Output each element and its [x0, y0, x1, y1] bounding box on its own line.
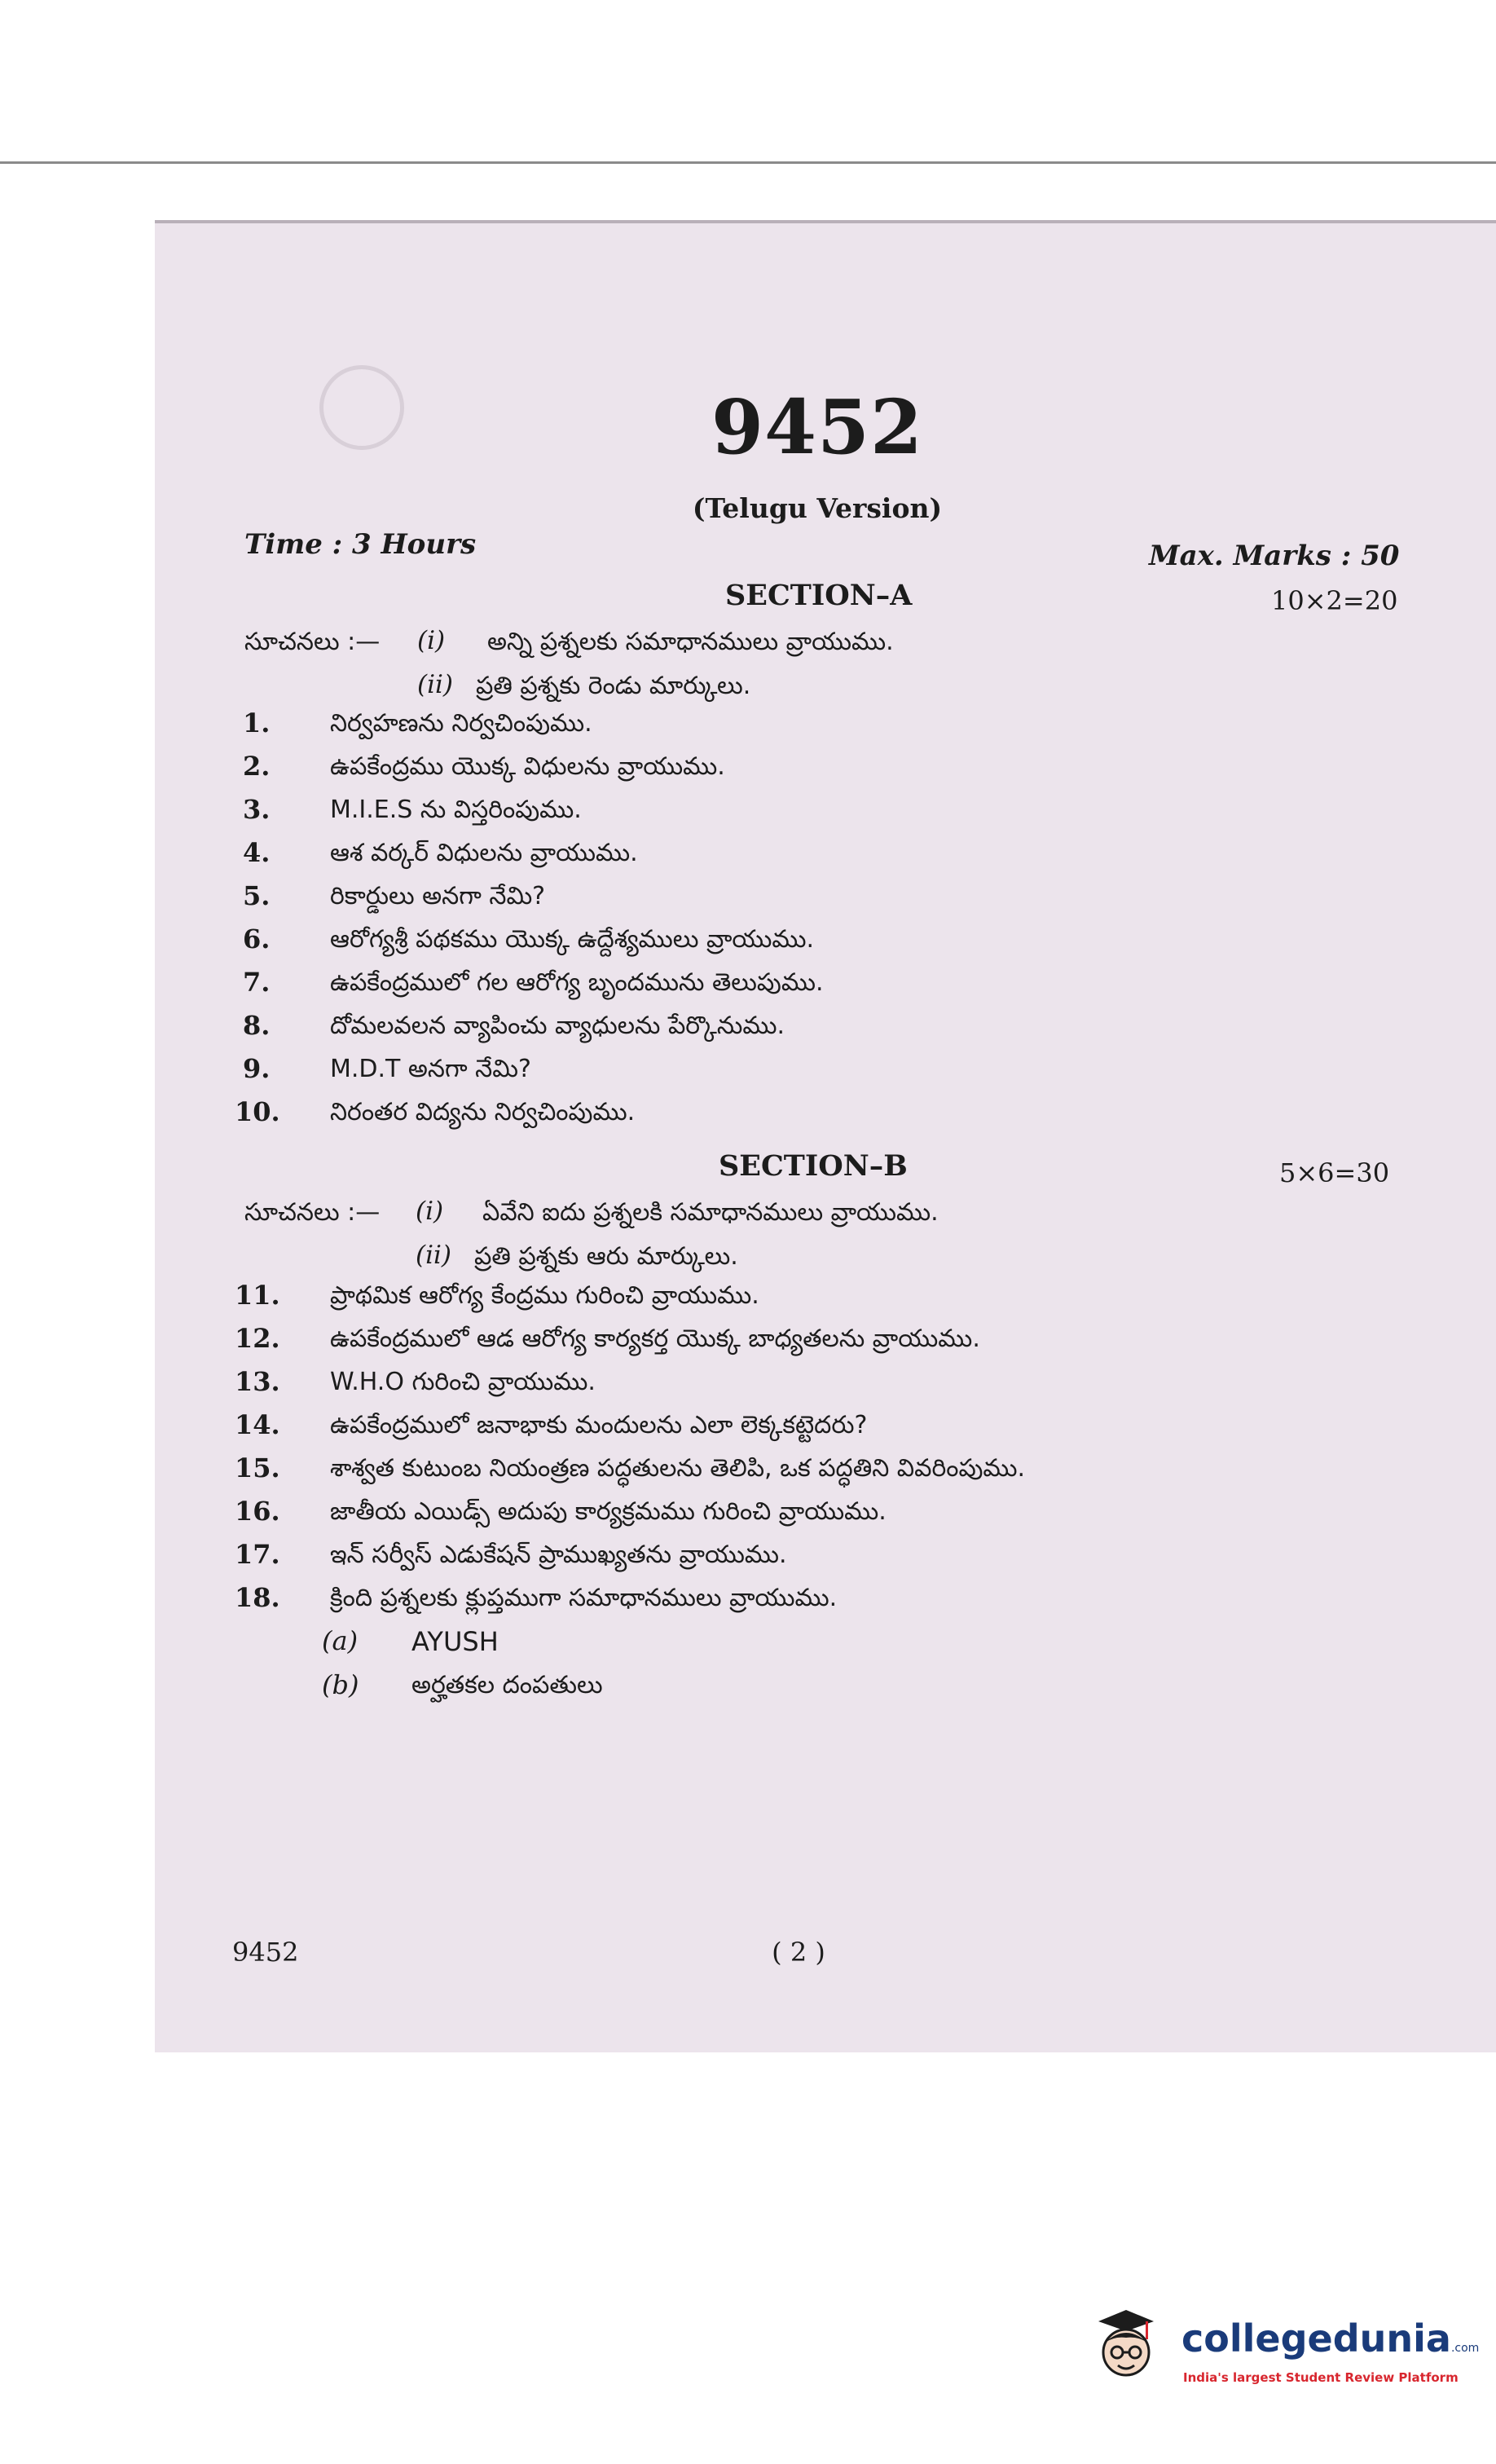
question-text: నిరంతర విద్యను నిర్వచింపుము. — [330, 1098, 636, 1126]
question-text: రికార్డులు అనగా నేమి? — [330, 882, 546, 910]
section-b-note-text: ఏవేని ఐదు ప్రశ్నలకి సమాధానములు వ్రాయుము. — [482, 1198, 939, 1227]
question-number: 1. — [243, 707, 271, 738]
question-text: ఉపకేంద్రములో ఆడ ఆరోగ్య కార్యకర్త యొక్క బాధ్యతలను వ్రాయుము. — [330, 1325, 980, 1353]
section-b-note-label: సూచనలు :— — [244, 1198, 381, 1227]
logo-tagline: India's largest Student Review Platform — [1183, 2370, 1459, 2385]
question-text: ఉపకేంద్రములో గల ఆరోగ్య బృందమును తెలుపుము. — [330, 968, 824, 997]
question-number: 4. — [243, 837, 271, 868]
question-number: 10. — [235, 1096, 280, 1127]
max-marks: Max. Marks : 50 — [1149, 540, 1400, 572]
question-number: 2. — [243, 751, 271, 782]
question-text: ఉపకేంద్రము యొక్క విధులను వ్రాయుము. — [330, 752, 725, 781]
question-text: ఉపకేంద్రములో జనాభాకు మందులను ఎలా లెక్కకట్టెదరు? — [330, 1411, 868, 1439]
question-text: క్రింది ప్రశ్నలకు క్లుప్తముగా సమాధానములు వ్రాయుము. — [330, 1584, 838, 1612]
question-number: 9. — [243, 1053, 271, 1084]
question-text: M.I.E.S ను విస్తరింపుము. — [330, 796, 582, 824]
question-number: 18. — [235, 1582, 280, 1613]
question-text: ప్రాథమిక ఆరోగ్య కేంద్రము గురించి వ్రాయుము. — [330, 1281, 759, 1310]
question-number: 6. — [243, 923, 271, 954]
section-a-note-text: ప్రతి ప్రశ్నకు రెండు మార్కులు. — [476, 672, 751, 700]
section-a-note-num: (ii) — [417, 670, 454, 699]
subpart-label: (b) — [322, 1669, 359, 1700]
paper-version: (Telugu Version) — [692, 492, 943, 524]
subpart-text: అర్హతకల దంపతులు — [411, 1671, 603, 1699]
logo-wordmark — [1181, 2316, 1479, 2360]
question-number: 16. — [235, 1496, 280, 1527]
section-b-marks: 5×6=30 — [1279, 1157, 1390, 1188]
question-number: 3. — [243, 794, 271, 825]
question-number: 7. — [243, 967, 271, 998]
section-a-note-num: (i) — [417, 626, 446, 655]
subpart-label: (a) — [322, 1625, 359, 1656]
question-text: దోమలవలన వ్యాపించు వ్యాధులను పేర్కొనుము. — [330, 1012, 785, 1040]
paper-code: 9452 — [711, 383, 924, 471]
question-number: 12. — [235, 1323, 280, 1354]
logo-brand: collegedunia — [1181, 2316, 1451, 2360]
question-number: 15. — [235, 1452, 280, 1483]
question-number: 14. — [235, 1409, 280, 1440]
question-text: M.D.T అనగా నేమి? — [330, 1055, 531, 1083]
question-number: 8. — [243, 1010, 271, 1041]
section-a-note-text: అన్ని ప్రశ్నలకు సమాధానములు వ్రాయుము. — [487, 628, 894, 656]
question-text: జాతీయ ఎయిడ్స్ అదుపు కార్యక్రమము గురించి వ్రాయుము. — [330, 1497, 887, 1526]
top-divider — [0, 161, 1496, 164]
question-number: 17. — [235, 1539, 280, 1570]
question-text: ఆరోగ్యశ్రీ పథకము యొక్క ఉద్దేశ్యములు వ్రాయుము. — [330, 925, 815, 954]
question-number: 11. — [235, 1280, 280, 1311]
page-number: ( 2 ) — [772, 1937, 825, 1968]
section-b-note-num: (ii) — [416, 1241, 452, 1270]
question-number: 5. — [243, 880, 271, 911]
question-text: నిర్వహణను నిర్వచింపుము. — [330, 709, 592, 738]
section-a-note-label: సూచనలు :— — [244, 628, 381, 656]
mascot-icon — [1092, 2307, 1159, 2382]
question-text: W.H.O గురించి వ్రాయుము. — [330, 1368, 596, 1396]
section-a-title: SECTION–A — [725, 579, 913, 612]
time-allowed: Time : 3 Hours — [244, 528, 477, 561]
logo-suffix: .com — [1450, 2342, 1480, 2355]
subpart-text: AYUSH — [411, 1626, 499, 1657]
section-b-note-text: ప్రతి ప్రశ్నకు ఆరు మార్కులు. — [474, 1242, 738, 1271]
footer-paper-code: 9452 — [232, 1937, 299, 1968]
question-text: శాశ్వత కుటుంబ నియంత్రణ పద్ధతులను తెలిపి, ఒక పద్ధతిని వివరింపుము. — [330, 1454, 1026, 1483]
section-b-title: SECTION–B — [719, 1149, 908, 1183]
section-b-note-num: (i) — [416, 1197, 444, 1226]
question-number: 13. — [235, 1366, 280, 1397]
question-text: ఇన్ సర్వీస్ ఎడుకేషన్ ప్రాముఖ్యతను వ్రాయుము. — [330, 1541, 787, 1569]
section-a-marks: 10×2=20 — [1271, 585, 1398, 616]
question-text: ఆశ వర్కర్ విధులను వ్రాయుము. — [330, 839, 638, 867]
